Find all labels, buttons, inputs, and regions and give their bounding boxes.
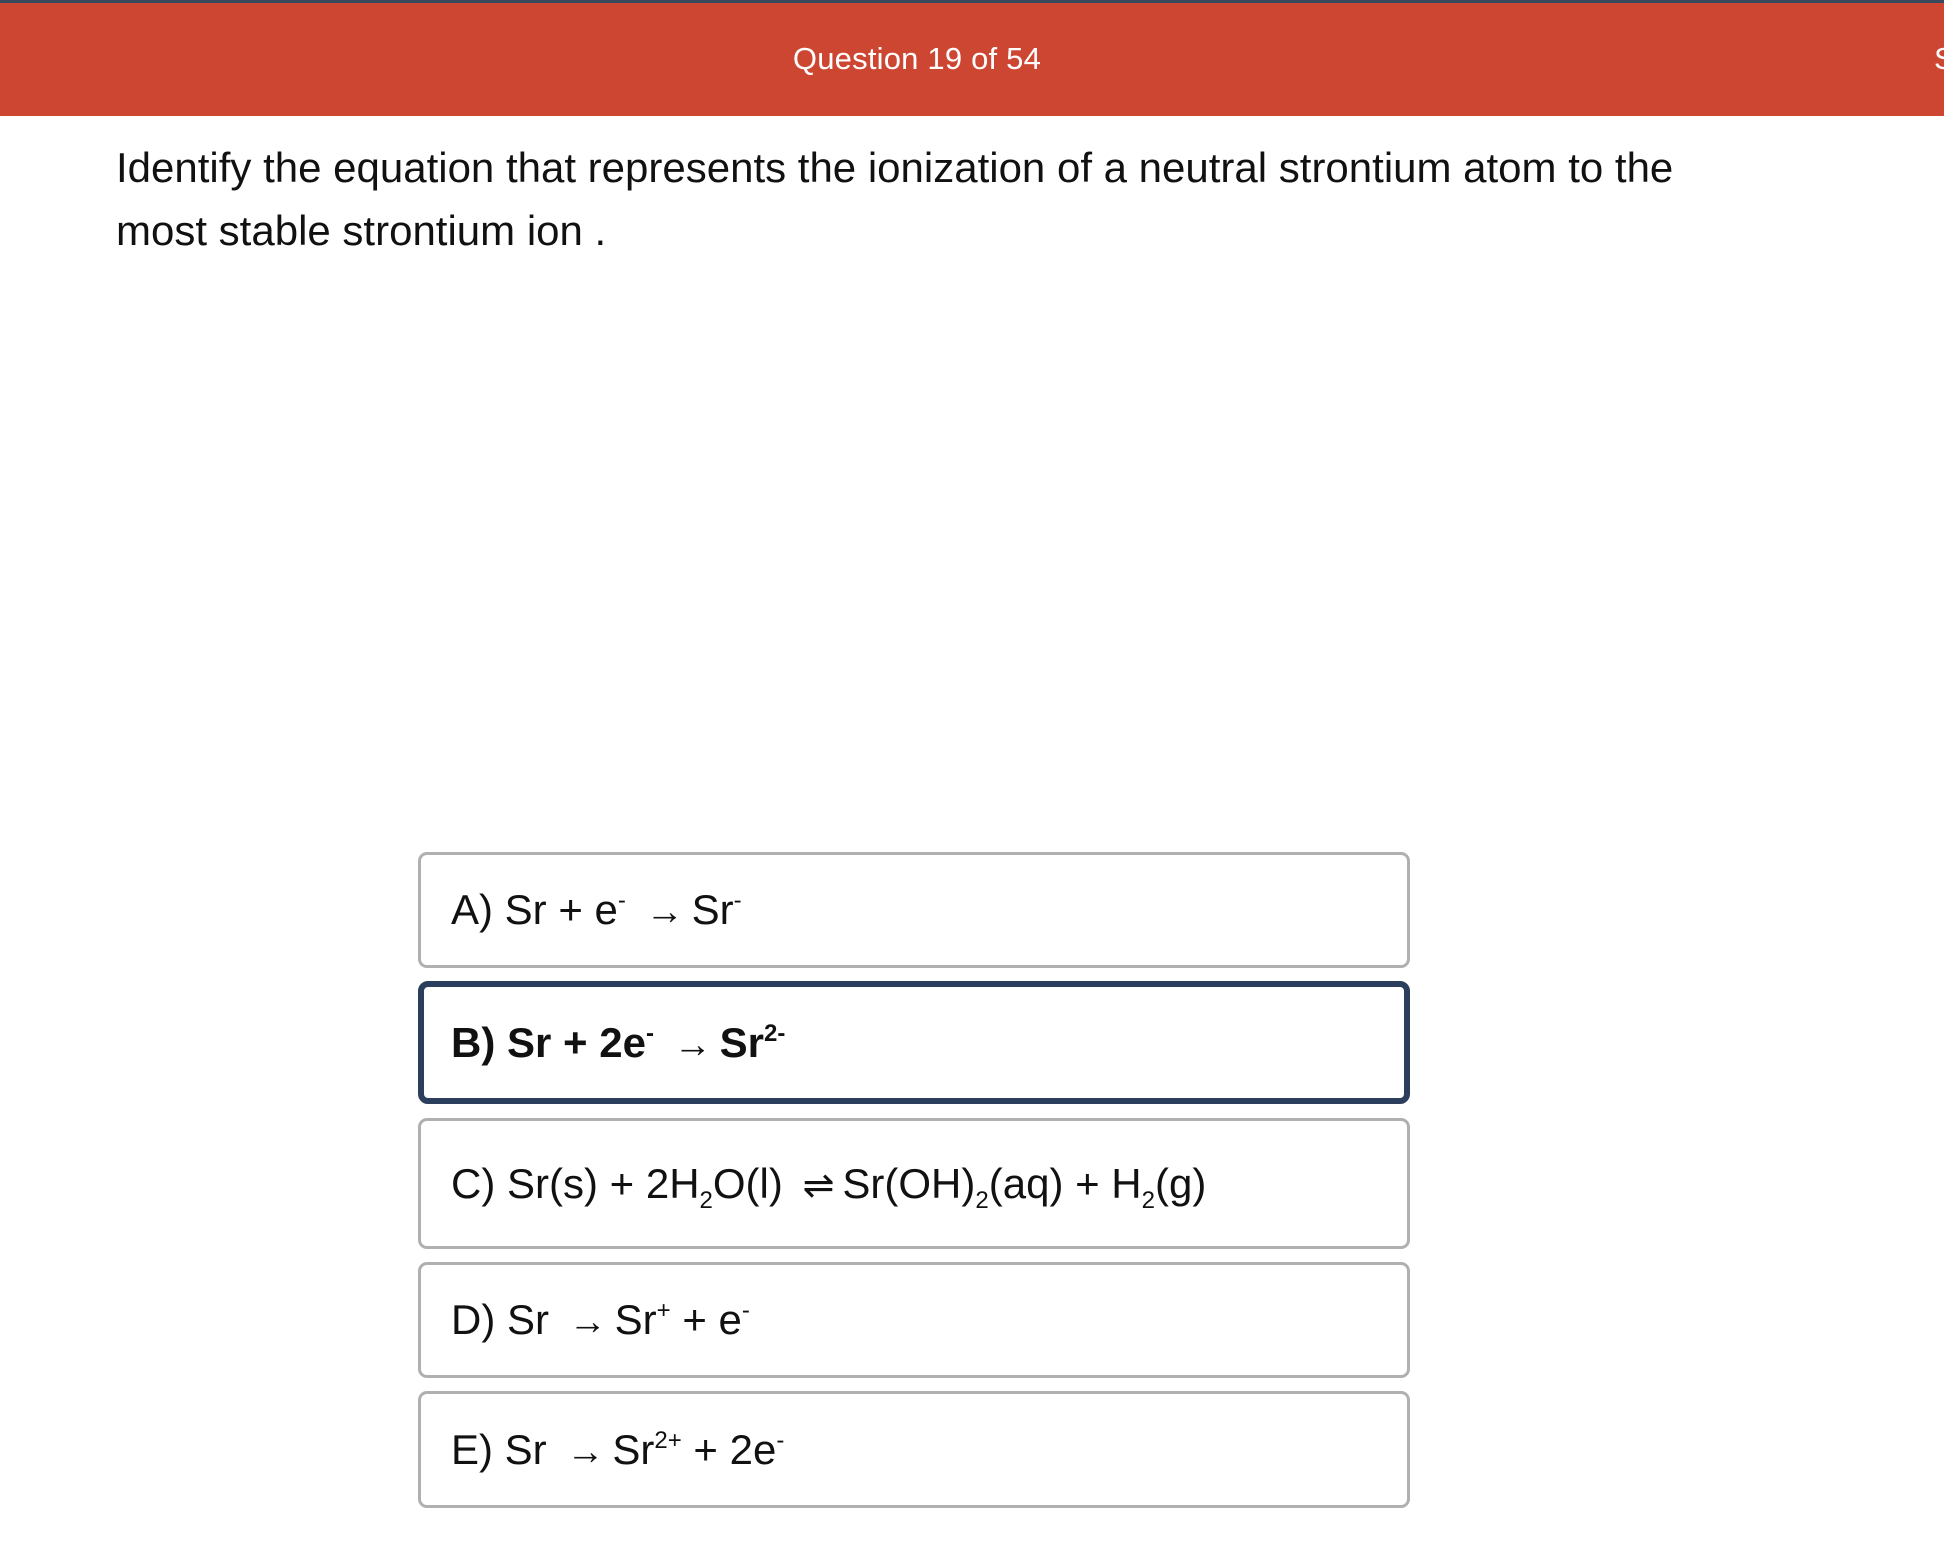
answer-option-c[interactable] bbox=[418, 1118, 1410, 1249]
answer-option-b[interactable] bbox=[418, 981, 1410, 1104]
question-counter: Question 19 of 54 bbox=[792, 41, 1042, 76]
equilibrium-arrow-icon: ⇌ bbox=[802, 1164, 835, 1207]
question-prompt: Identify the equation that represents the ionization of a neutral strontium atom to the most stable strontium ion . bbox=[116, 144, 1674, 254]
answer-option-e-text: E) $Sr \to Sr^{2+} + 2e^-$ bbox=[451, 1425, 785, 1473]
reaction-arrow-icon: → bbox=[568, 1301, 607, 1343]
question-header-bar bbox=[0, 3, 1955, 116]
reaction-arrow-icon: → bbox=[645, 891, 684, 933]
answer-option-a[interactable] bbox=[418, 852, 1410, 968]
answer-option-d[interactable] bbox=[418, 1262, 1410, 1378]
header-right-label: S bbox=[1934, 41, 1955, 76]
reaction-arrow-icon: → bbox=[566, 1430, 605, 1473]
answer-option-e[interactable] bbox=[418, 1391, 1410, 1508]
reaction-arrow-icon: → bbox=[673, 1023, 712, 1066]
answer-option-b-text: B) $Sr + 2e^- \to Sr^{2-}$ bbox=[451, 1018, 786, 1066]
answer-option-d-text: D) Sr → Sr+ + e- bbox=[451, 1296, 750, 1343]
answer-option-c-text: C) $Sr(s) + 2H_2O(l)$ ⇌ $Sr(OH)_2(aq) + H_2(g)$ bbox=[451, 1159, 1207, 1214]
answer-option-a-text: A) Sr + e- → Sr- bbox=[451, 886, 742, 933]
